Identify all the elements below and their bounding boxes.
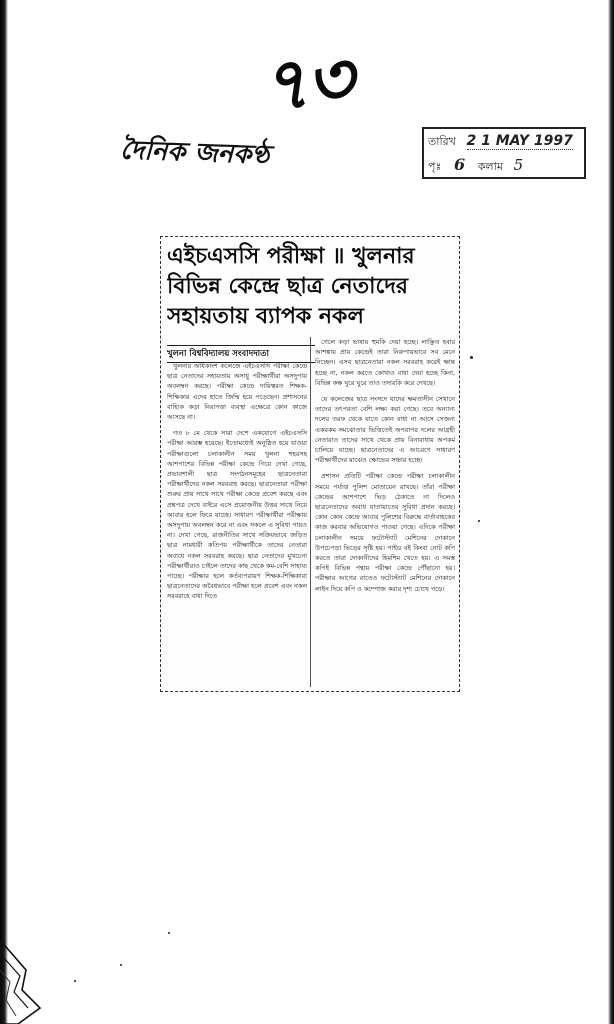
right-paragraph-3: প্রশাসন প্রতিটি পরীক্ষা কেন্দ্রে পরীক্ষা চলাকালীন সময়ে পর্যাপ্ত পুলিশ মোতায়েন রাখছে। তাঁরা পরীক্ষা কেন্দ্রের আশপাশে ভিড় ঠেকাতে না দিলেও ছাত্রনেতাদের অবাধ যাতায়াতের সুবিধা প্রদান করছে। কোন কোন কেন্দ্রে আবার পুলিশের বিরুদ্ধে বার্তাবাহকের কাজ করবার অভিযোগও পাওয়া গেছে। এদিকে পরীক্ষা চলাকালীন সময়ে ফটোস্ট্যাট মেশিনের দোকানে উপচেপড়া ভিড়ের সৃষ্টি হয়। গাইড বই কিংবা নোট কপি করতে তারা দোকানীদের হিমশিম খেতে হয়। এ সমস্ত কপিই বিভিন্ন পন্থায় পরীক্ষা কেন্দ্রে পৌঁছানো হয়। পরীক্ষার আগের রাতেও ফটোস্ট্যাট মেশিনের দোকানে লাইন দিয়ে কপি ও কম্পোজ করার দৃশ্য চোখে পড়ে। <box>315 472 455 593</box>
right-paragraph-2: যে কলেজের ছাত্র সংসদে যাদের ক্ষমতাসীন সেখানে তাদের তৎপরতা বেশি লক্ষ্য করা গেছে। তবে অন্যান্য দলের তরফ থেকে যাতে কোন বাধা না আসে সেজন্য একরকম সমঝোতার ভিত্তিতেই অপরাপর দলের আগ্রহী নেতারাও তাদের সাথে থেকে প্রায় বিনাবাধায় অপকর্ম চালিয়ে যাচ্ছে। ছাত্রনেতাদের এ আচরণে সাধারণ পরীক্ষার্থীদের মাঝেও ক্ষোভের সঞ্চার হচ্ছে। <box>315 395 455 465</box>
scan-speck <box>478 520 480 522</box>
left-paragraph-1: খুলনার অধিকাংশ কলেজে এইচএসসি পরীক্ষা কেন্দ্রে ছাত্র নেতাদের সহায়তায় অসাধু পরীক্ষার্থীরা অসদুপায় অবলম্বন করছে। পরীক্ষা কেন্দ্রে দায়িত্বরত শিক্ষক-শিক্ষিকার এদের হাতে জিম্মি হয়ে পড়েছেন। প্রশাসনের বাহ্যিক কড়া নিরাপত্তা ব্যবস্থা এক্ষেত্রে কোন কাজে আসছে না। <box>167 362 307 422</box>
headline-line-3: সহায়তায় ব্যাপক নকল <box>167 303 364 329</box>
stamp-date-label: তারিখ <box>428 135 456 148</box>
right-paragraph-1: গেলে কড়া ভাষায় হুমকি দেয়া হচ্ছে। লাঞ্ছিত হবার আশঙ্কায় প্রায় কেন্দ্রেই তারা নিরুপায়ভাবে সব মেনে নিচ্ছেন। এসব ছাত্রনেতারা নকল সরবরাহ করেই ক্ষান্ত হচ্ছে না, নকল করতে কোথাও বাধা দেয়া হচ্ছে কিনা, বিভিন্ন কক্ষ ঘুরে ঘুরে তাও তদারকি করে দেখছে। <box>315 338 455 387</box>
scan-speck <box>120 964 122 966</box>
left-paragraph-2: গত ৮ মে থেকে সারা দেশে একযোগে এইচএসসি পরীক্ষা আরম্ভ হয়েছে। ইতোমধ্যেই অনুষ্ঠিত হয়ে যাওয়া পরীক্ষাগুলো চলাকালীন সময় খুলনা শহরসহ আশপাশের বিভিন্ন পরীক্ষা কেন্দ্রে গিয়ে দেখা গেছে, প্রভাবশালী ছাত্র সংগঠনসমূহের ছাত্রনেতারা পরীক্ষার্থীদের নকল সরবরাহ করছে। ছাত্রনেতারা পরীক্ষা শুরুর প্রায় সাথে সাথে পরীক্ষা কেন্দ্রে প্রবেশ করছে এবং প্রশ্নপত্র দেখে বাইরে এসে প্রয়োজনীয় উত্তর সাথে নিয়ে আবার হলে ফিরে যাচ্ছে। সাধারণ পরীক্ষার্থীরা পরীক্ষায় অসদুপায় অবলম্বন করে না এবং সকলে এ সুবিধা পায়ও না। দেখা গেছে, রাজনীতির সাথে সক্রিয়ভাবে জড়িত ছাত্র নামধারী কতিপয় পরীক্ষার্থীকে তাদের নেতারা অবাধে নকল সরবরাহ করছে। ছাত্র নেতাদের মুখচেনা পরীক্ষার্থীরাও চাইলে তাদের কাছ থেকে কম-বেশি সাহায্য পাচ্ছে। পরীক্ষার হলে কর্তব্যপরায়ণ শিক্ষক-শিক্ষিকারা ছাত্রনেতাদের অবৈধভাবে পরীক্ষা হলে প্রবেশ এবং নকল সরবরাহে বাধা দিতে <box>167 429 307 601</box>
scan-edge-right <box>608 0 614 1024</box>
column-divider <box>310 337 311 687</box>
article-left-column <box>167 361 307 687</box>
stamp-date-value: 2 1 MAY 1997 <box>466 133 573 149</box>
stamp-column-label: কলাম <box>477 160 503 173</box>
newspaper-masthead: দৈনিক জনকণ্ঠ <box>119 135 270 171</box>
article-headline <box>167 241 455 331</box>
stamp-date-row <box>428 133 573 152</box>
date-stamp <box>422 127 586 179</box>
scan-speck <box>168 932 170 934</box>
stamp-column-value: 5 <box>513 156 524 174</box>
stamp-page-value: 6 <box>453 155 466 174</box>
stamp-page-row <box>428 155 523 177</box>
article-byline: খুলনা বিশ্ববিদ্যালয় সংবাদদাতা <box>167 345 315 363</box>
headline-line-1: এইচএসসি পরীক্ষা ॥ খুলনার <box>167 243 415 269</box>
scan-edge-left <box>0 0 8 1024</box>
scan-speck <box>470 356 473 359</box>
article-right-column <box>315 337 455 687</box>
torn-corner-mark <box>0 930 60 1024</box>
scan-speck <box>74 980 76 982</box>
handwritten-page-number: ৭৩ <box>257 34 356 129</box>
stamp-page-label: পৃঃ <box>428 160 442 173</box>
headline-line-2: বিভিন্ন কেন্দ্রে ছাত্র নেতাদের <box>167 273 409 299</box>
newspaper-clipping <box>160 236 460 692</box>
